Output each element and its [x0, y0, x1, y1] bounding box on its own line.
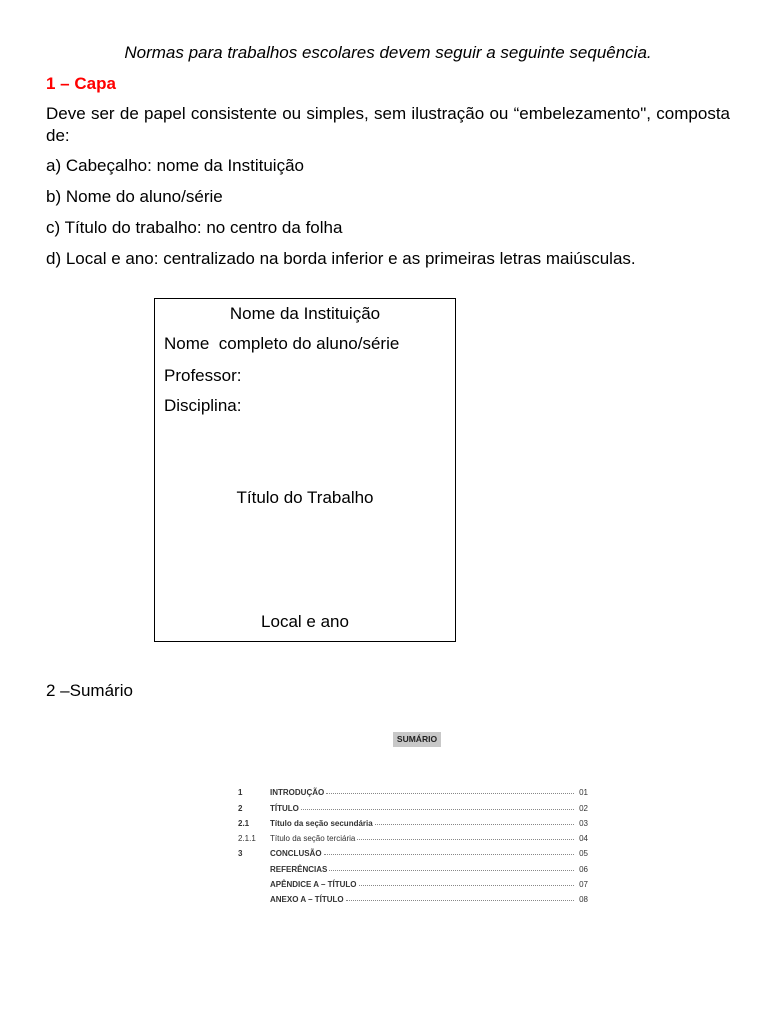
- cover-student: Nome completo do aluno/série: [164, 334, 400, 353]
- toc-number: 3: [238, 849, 243, 859]
- toc-label: CONCLUSÃO: [270, 849, 322, 859]
- toc-number: 2.1: [238, 818, 250, 828]
- toc-dot-leader: [359, 884, 574, 886]
- toc-label: Título da seção terciária: [270, 834, 356, 844]
- toc-row: [238, 874, 588, 889]
- toc-page-number: 05: [579, 849, 588, 859]
- toc-dot-leader: [326, 792, 574, 794]
- toc-dot-leader: [375, 823, 574, 825]
- toc-label: Título da seção secundária: [270, 818, 373, 828]
- section-1-heading: 1 – Capa: [46, 74, 116, 93]
- toc-page-number: 01: [579, 788, 588, 798]
- toc-dot-leader: [301, 808, 574, 810]
- toc-dot-leader: [329, 869, 574, 871]
- table-of-contents: [238, 782, 588, 904]
- toc-row: [238, 813, 588, 828]
- cover-title: Título do Trabalho: [236, 488, 374, 507]
- toc-label: TÍTULO: [270, 803, 299, 813]
- toc-number: 1: [238, 788, 243, 798]
- list-item-b: b) Nome do aluno/série: [46, 187, 223, 206]
- toc-label: INTRODUÇÃO: [270, 788, 325, 798]
- toc-row: [238, 843, 588, 858]
- toc-label: REFERÊNCIAS: [270, 864, 328, 874]
- toc-dot-leader: [357, 838, 574, 840]
- list-item-a: a) Cabeçalho: nome da Instituição: [46, 156, 304, 175]
- toc-page-number: 06: [579, 864, 588, 874]
- toc-page-number: 04: [579, 834, 588, 844]
- toc-page-number: 03: [579, 818, 588, 828]
- toc-row: [238, 889, 588, 904]
- toc-dot-leader: [346, 899, 574, 901]
- intro-text: Normas para trabalhos escolares devem seguir a seguinte sequência.: [124, 43, 652, 62]
- toc-label: ANEXO A – TÍTULO: [270, 895, 344, 905]
- toc-row: [238, 797, 588, 812]
- toc-row: [238, 782, 588, 797]
- toc-dot-leader: [324, 853, 574, 855]
- list-item-c: c) Título do trabalho: no centro da folha: [46, 218, 343, 237]
- section-2-heading: 2 –Sumário: [46, 681, 133, 700]
- toc-label: APÊNDICE A – TÍTULO: [270, 880, 357, 890]
- cover-example-box: [154, 298, 456, 642]
- cover-professor: Professor:: [164, 366, 242, 385]
- cover-place-year: Local e ano: [261, 612, 349, 631]
- toc-row: [238, 858, 588, 873]
- cover-institution: Nome da Instituição: [229, 304, 381, 323]
- toc-number: 2: [238, 803, 243, 813]
- toc-title: SUMÁRIO: [393, 732, 441, 747]
- capa-description: Deve ser de papel consistente ou simples, sem ilustração ou “embelezamento", composta de:: [46, 104, 730, 145]
- cover-discipline: Disciplina:: [164, 396, 242, 415]
- toc-page-number: 08: [579, 895, 588, 905]
- toc-number: 2.1.1: [238, 834, 256, 844]
- toc-row: [238, 828, 588, 843]
- toc-page-number: 07: [579, 880, 588, 890]
- toc-page-number: 02: [579, 803, 588, 813]
- list-item-d: d) Local e ano: centralizado na borda inferior e as primeiras letras maiúsculas.: [46, 249, 636, 268]
